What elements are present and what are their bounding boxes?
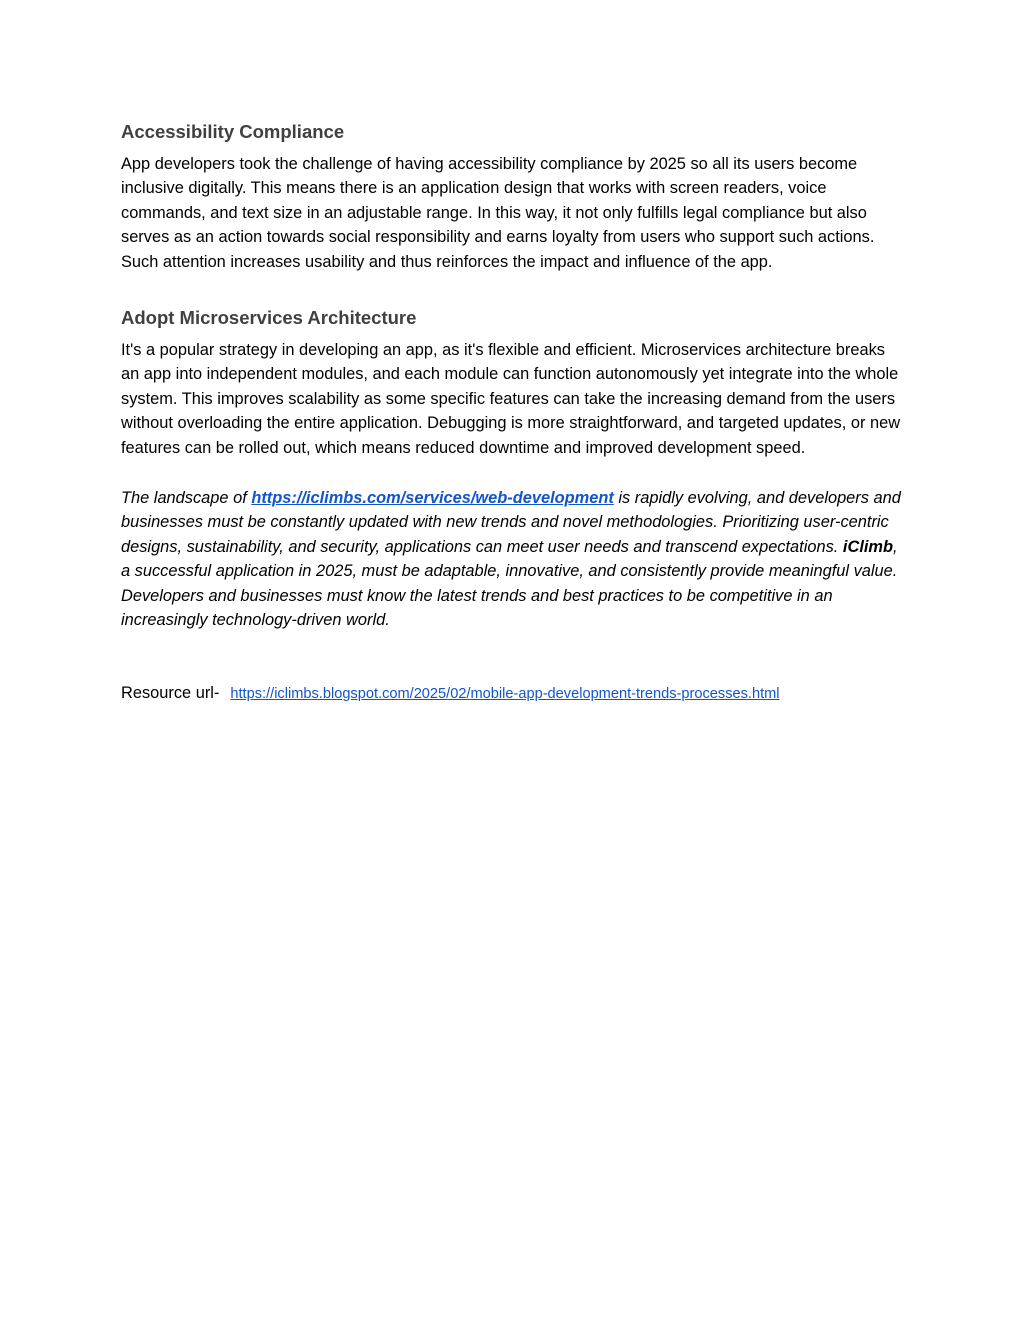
section-accessibility-compliance xyxy=(121,118,901,274)
conclusion-middle: is rapidly evolving, and developers and businesses must be constantly updated with new trends and novel methodologies. Prioritizing user-centric designs, sustainability, and security, applications can meet user needs and transcend expectations. xyxy=(121,489,901,556)
document-page xyxy=(121,118,901,706)
conclusion-prefix: The landscape of xyxy=(121,489,252,508)
web-development-link[interactable]: https://iclimbs.com/services/web-development xyxy=(251,489,614,508)
section-heading: Adopt Microservices Architecture xyxy=(121,307,417,329)
section-body: App developers took the challenge of having accessibility compliance by 2025 so all its users become inclusive digitally. This means there is an application design that works with screen readers, voice commands, and text size in an adjustable range. In this way, it not only fulfills legal compliance but also serves as an action towards social responsibility and earns loyalty from users who support such actions. Such attention increases usability and thus reinforces the impact and influence of the app. xyxy=(121,155,875,271)
brand-name: iClimb xyxy=(842,537,894,556)
conclusion-paragraph xyxy=(121,486,901,632)
conclusion-suffix: , a successful application in 2025, must be adaptable, innovative, and consistently provide meaningful value. Developers and businesses must know the latest trends and best practices to be competitive in an increasingly technology-driven world. xyxy=(121,537,898,630)
section-body: It's a popular strategy in developing an app, as it's flexible and efficient. Microservices architecture breaks an app into independent modules, and each module can function autonomously yet integrate into the whole system. This improves scalability as some specific features can take the increasing demand from the users without overloading the entire application. Debugging is more straightforward, and targeted updates, or new features can be rolled out, which means reduced downtime and improved development speed. xyxy=(121,341,901,457)
resource-url-link[interactable]: https://iclimbs.blogspot.com/2025/02/mobile-app-development-trends-processes.html xyxy=(230,685,780,702)
section-microservices-architecture xyxy=(121,304,901,460)
section-heading: Accessibility Compliance xyxy=(121,121,345,142)
resource-label: Resource url- xyxy=(121,683,220,702)
resource-line xyxy=(121,681,901,706)
